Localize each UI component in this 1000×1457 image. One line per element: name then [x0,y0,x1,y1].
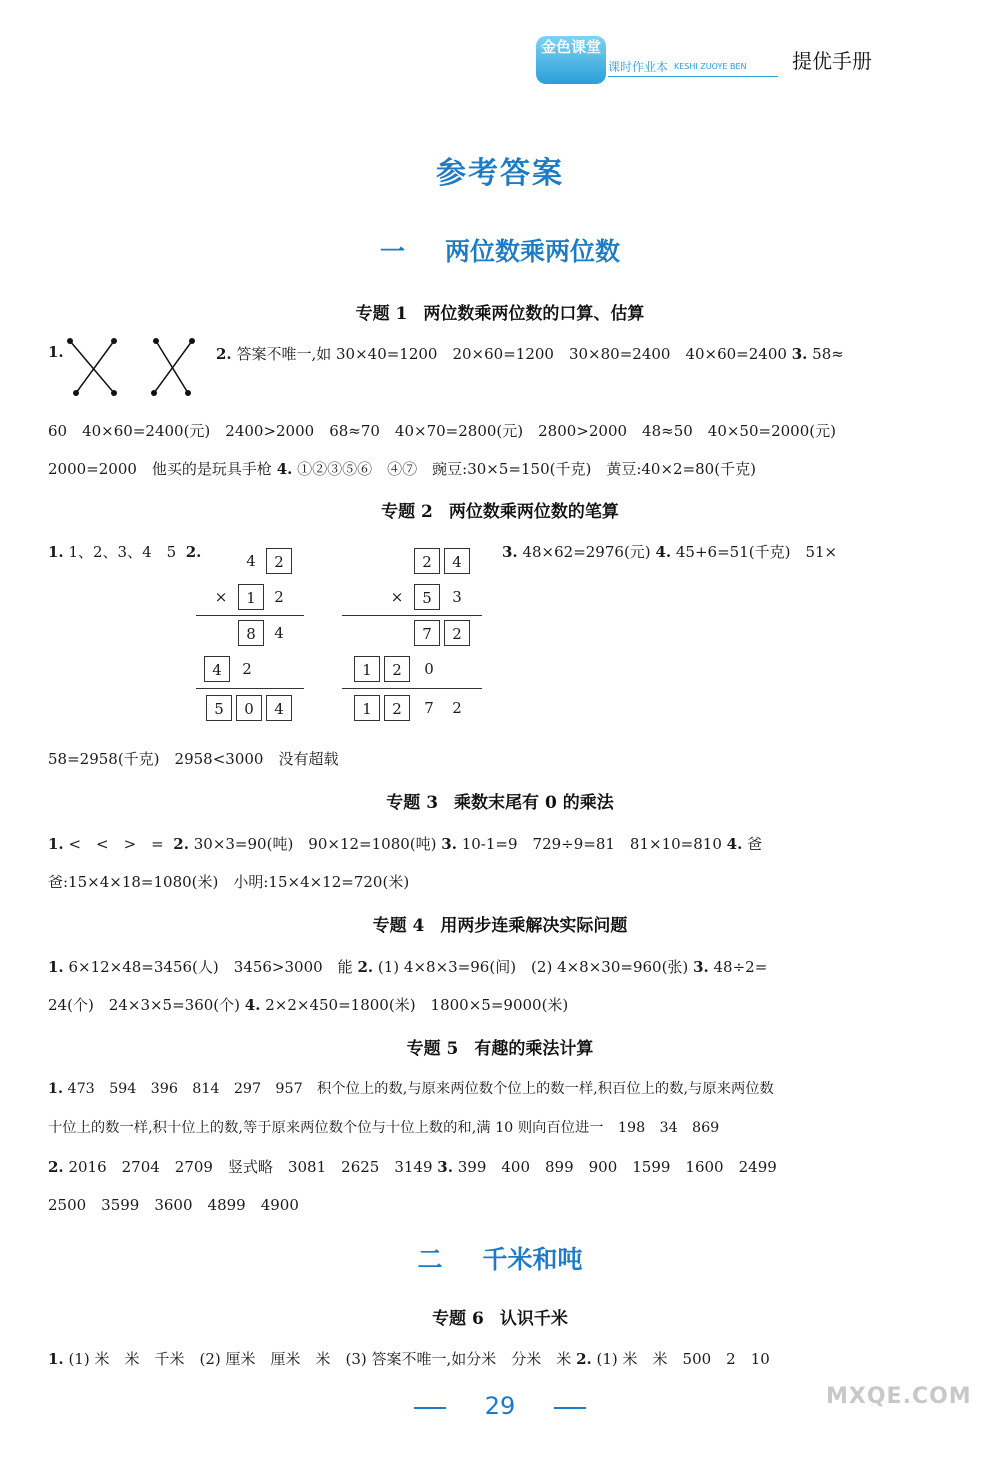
page-number: 29 [484,1392,516,1420]
answer-text: 48×62=2976(元) [522,543,651,561]
question-number: 1. [48,835,64,853]
question-number: 2. [216,345,232,363]
calc-digit-box: 1 [354,695,380,721]
answer-text: (1) 4×8×3=96(间) (2) 4×8×30=960(张) [377,958,689,976]
chapter-2-title [0,1240,1000,1276]
s5-line-4: 2500 3599 3600 4899 4900 [48,1196,299,1214]
answer-text: 473 594 396 814 297 957 积个位上的数,与原来两位数个位上的数一样,积百位上的数,与原来两位数 [67,1081,774,1097]
question-number: 1. [48,958,64,976]
calc-rule [342,615,482,616]
calc-digit-box: 2 [266,548,292,574]
calc-digit-box: 4 [444,548,470,574]
answer-text: 30×3=90(吨) 90×12=1080(吨) [193,835,437,853]
brand-logo [536,30,782,88]
match-line [154,341,192,393]
chapter-1-title [0,232,1000,268]
calc-digit-box: 2 [444,620,470,646]
s2-line-1 [48,541,201,562]
question-number: 1. [48,343,64,361]
watermark: MXQE.COM [826,1384,972,1409]
calc-digit: 2 [274,588,284,606]
calc-digit-box: 1 [238,584,264,610]
question-number: 4. [726,835,743,853]
section-4-title [0,911,1000,936]
answer-text: 48÷2= [713,958,768,976]
vertical-calc-1 [190,548,310,728]
s3-line-2: 爸:15×4×18=1080(米) 小明:15×4×12=720(米) [48,873,410,891]
s1-line-3 [48,458,756,479]
answer-text: < < > = [68,835,164,853]
vertical-calc-2 [338,548,488,728]
question-number: 2. [357,958,374,976]
answer-text: 24(个) 24×3×5=360(个) [48,996,241,1014]
answer-text: ①②③⑤⑥ ④⑦ 豌豆:30×5=150(千克) 黄豆:40×2=80(千克) [297,460,756,478]
s2-line-1-right [502,541,837,562]
answer-text: 45+6=51(千克) 51× [675,543,838,561]
s6-line-1 [48,1348,770,1369]
section-name: 用两步连乘解决实际问题 [440,916,628,936]
s5-line-1 [48,1078,774,1098]
header-title: 提优手册 [792,49,872,73]
chapter-number: 二 [417,1245,443,1274]
calc-digit-box: 0 [236,695,262,721]
calc-digit: 7 [424,699,434,717]
calc-digit-box: 8 [238,620,264,646]
calc-digit-box: 4 [204,656,230,682]
calc-digit-box: 2 [414,548,440,574]
section-name: 乘数末尾有 0 的乘法 [454,793,614,813]
question-number: 3. [791,345,808,363]
chapter-number: 一 [379,237,405,266]
section-label: 专题 4 [372,916,425,936]
section-label: 专题 1 [355,304,408,324]
section-name: 认识千米 [499,1309,568,1329]
question-number: 2. [48,1158,64,1176]
brand-english: KESHI ZUOYE BEN [674,62,747,71]
page-number-dash [554,1407,586,1409]
s1-line-1 [48,343,64,361]
section-name: 两位数乘两位数的笔算 [448,502,619,522]
question-number: 3. [693,958,709,976]
answer-text: 399 400 899 900 1599 1600 2499 [457,1158,777,1176]
question-number: 1. [48,543,64,561]
section-2-title [0,497,1000,522]
question-number: 2. [185,543,202,561]
section-name: 有趣的乘法计算 [474,1039,594,1059]
question-number: 3. [441,835,457,853]
question-number: 1. [48,1081,63,1097]
answer-text: 6×12×48=3456(人) 3456>3000 能 [68,958,353,976]
question-number: 4. [655,543,672,561]
match-line [156,341,188,393]
matching-lines-figure [64,335,204,399]
question-number: 4. [244,996,261,1014]
answer-text: 2000=2000 他买的是玩具手枪 [48,460,272,478]
s4-line-1 [48,956,767,977]
chapter-name: 千米和吨 [482,1245,583,1274]
section-6-title [0,1304,1000,1329]
answer-text: (1) 米 米 500 2 10 [596,1350,770,1368]
calc-digit: 4 [246,552,256,570]
s2-line-2: 58=2958(千克) 2958<3000 没有超载 [48,750,339,768]
question-number: 3. [437,1158,453,1176]
question-number: 1. [48,1350,64,1368]
calc-digit-box: 4 [266,695,292,721]
brand-name: 金色课堂 [540,38,601,56]
calc-rule [342,688,482,689]
calc-digit: × [214,588,228,606]
question-number: 2. [576,1350,592,1368]
section-3-title [0,788,1000,813]
answer-text: 2×2×450=1800(米) 1800×5=9000(米) [265,996,569,1014]
answer-text: (1) 米 米 千米 (2) 厘米 厘米 米 (3) 答案不唯一,如分米 分米 米 [68,1350,572,1368]
brand-badge [536,36,606,84]
section-label: 专题 6 [432,1309,484,1329]
section-name: 两位数乘两位数的口算、估算 [423,304,645,324]
question-number: 2. [173,835,189,853]
calc-digit: 2 [452,699,462,717]
s5-line-2: 十位上的数一样,积十位上的数,等于原来两位数个位与十位上数的和,满 10 则向百位进一 198 34 869 [48,1120,720,1136]
section-label: 专题 2 [381,502,433,522]
s3-line-1 [48,833,762,854]
s5-line-3 [48,1156,777,1177]
brand-underline [608,76,778,77]
page-title: 参考答案 [436,156,564,191]
calc-digit: 4 [274,624,284,642]
calc-digit: 0 [424,660,434,678]
section-label: 专题 5 [406,1039,459,1059]
calc-digit: 3 [452,588,462,606]
section-label: 专题 3 [386,793,439,813]
answer-text: 答案不唯一,如 30×40=1200 20×60=1200 30×80=2400 40×60=2400 [236,345,787,363]
calc-digit-box: 7 [414,620,440,646]
calc-digit: × [390,588,404,606]
s4-line-2 [48,994,568,1015]
brand-subtitle: 课时作业本 [608,60,669,74]
answer-text: 1、2、3、4 5 [68,543,177,561]
s1-line-2: 60 40×60=2400(元) 2400>2000 68≈70 40×70=2800(元) 2800>2000 48≈50 40×50=2000(元) [48,422,836,440]
answer-text: 58≈ [812,345,844,363]
calc-digit-box: 5 [206,695,232,721]
calc-digit-box: 5 [414,584,440,610]
question-number: 3. [502,543,518,561]
calc-rule [196,688,304,689]
section-5-title [0,1034,1000,1059]
answer-text: 2016 2704 2709 竖式略 3081 2625 3149 [68,1158,433,1176]
calc-digit-box: 2 [384,695,410,721]
section-1-title [0,299,1000,324]
calc-rule [196,615,304,616]
question-number: 4. [276,460,293,478]
calc-digit-box: 1 [354,656,380,682]
calc-digit-box: 2 [384,656,410,682]
calc-digit: 2 [242,660,252,678]
answer-text: 爸 [747,835,763,853]
s1-line-1-text [216,343,844,364]
chapter-name: 两位数乘两位数 [445,237,621,266]
answer-text: 10-1=9 729÷9=81 81×10=810 [461,835,722,853]
